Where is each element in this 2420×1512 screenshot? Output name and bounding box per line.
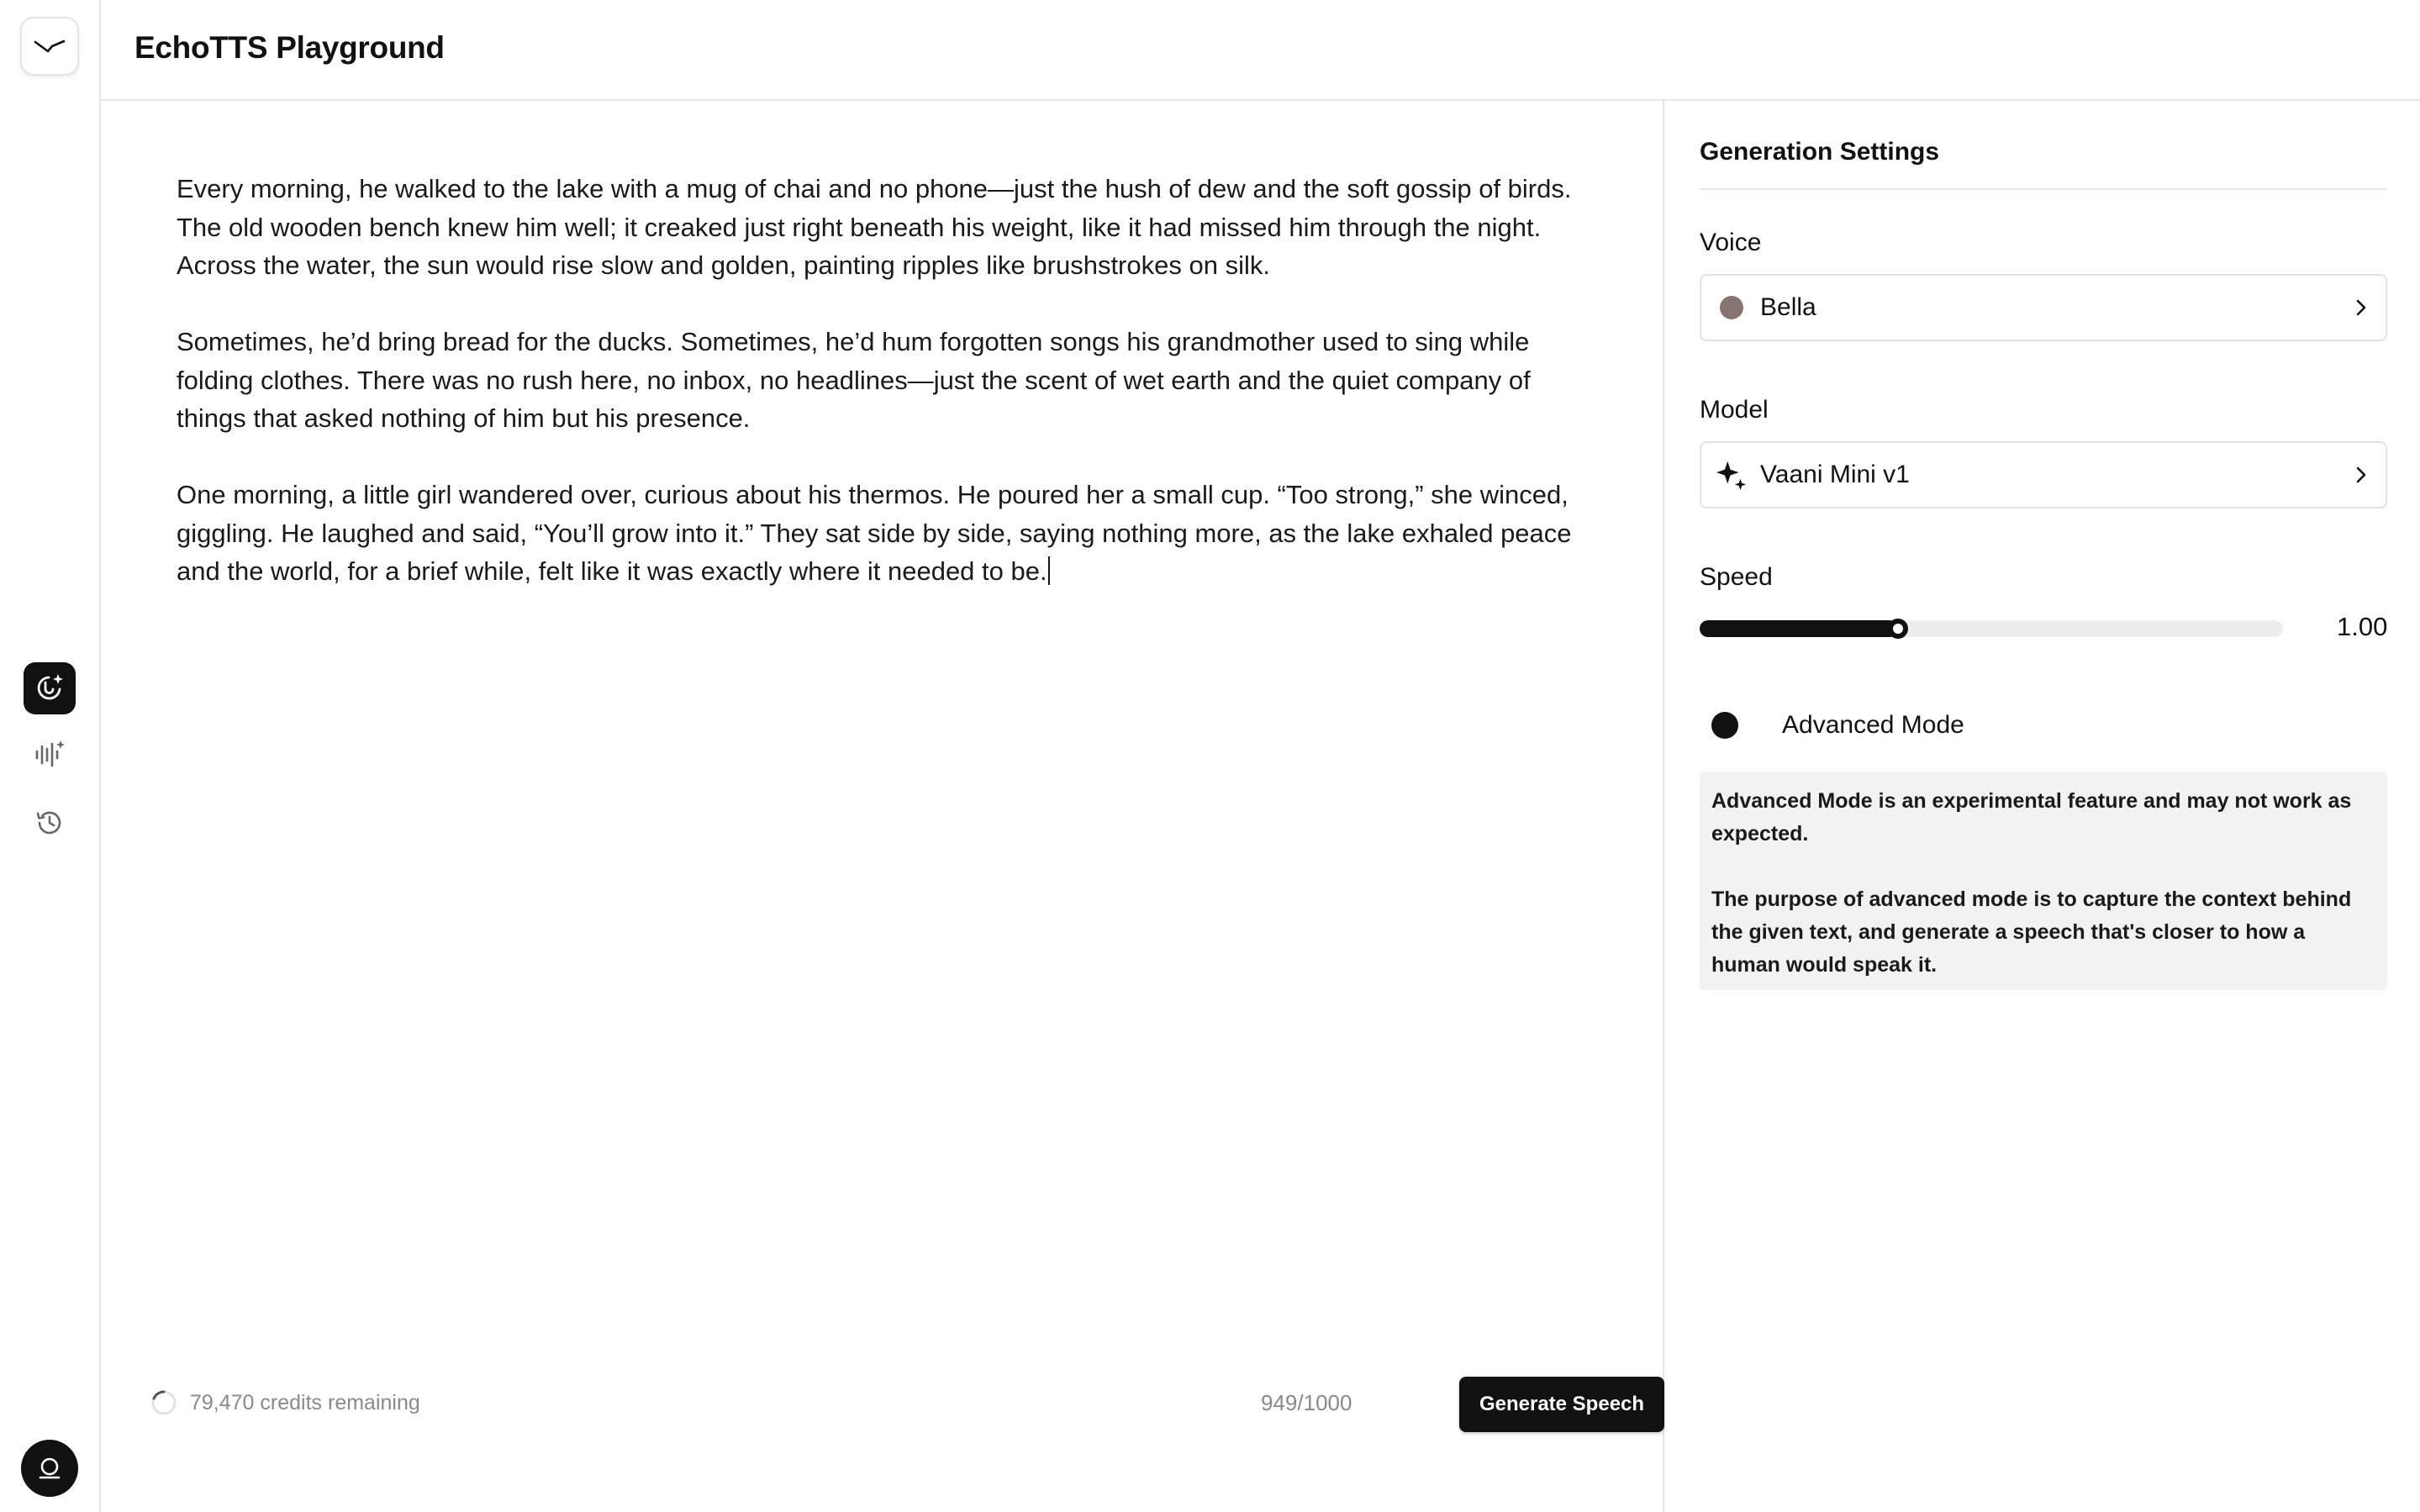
top-header [101,0,2420,101]
text-paragraph: Sometimes, he’d bring bread for the ducks. Sometimes, he’d hum forgotten songs his grandmother used to sing while folding clothes. There was no rush here, no inbox, no headlines—just the scent of wet earth and the quiet company of things that asked nothing of him but his presence. [177,327,1531,433]
generation-settings-panel [1666,101,2420,1512]
chevron-right-icon [2355,298,2367,317]
waveform-sparkle-icon [33,737,66,771]
speed-slider-fill [1700,620,1898,637]
loading-spinner-icon [150,1388,178,1417]
speed-slider[interactable] [1700,620,2283,637]
settings-divider [1700,188,2387,190]
voice-label: Voice [1700,229,1762,256]
advanced-mode-toggle[interactable] [1711,711,1964,740]
text-paragraph [177,476,1605,591]
logo-mark-icon [33,37,66,55]
rail-item-speech[interactable] [24,662,76,714]
left-rail [0,0,101,1512]
rail-item-history[interactable] [24,797,76,849]
text-editor-panel [101,101,1664,1512]
logo-button[interactable] [20,17,79,76]
chevron-right-icon [2355,466,2367,484]
voice-sparkle-icon [33,672,66,705]
text-paragraph: Every morning, he walked to the lake with a mug of chai and no phone—just the hush of dew and the soft gossip of birds. The old wooden bench knew him well; it creaked just right beneath his weight, like it had missed him through the night. Across the water, the sun would rise slow and golden, painting ripples like brushstrokes on silk. [177,174,1572,280]
advanced-note-warning: Advanced Mode is an experimental feature and may not work as expected. [1711,789,2352,846]
page-title: EchoTTS Playground [134,30,445,65]
credits-text: 79,470 credits remaining [190,1390,420,1415]
speed-slider-handle[interactable] [1888,619,1908,639]
rail-item-audio[interactable] [24,728,76,780]
text-caret [1048,556,1050,585]
editor-footer [150,1377,1646,1432]
text-input-area[interactable] [177,170,1605,629]
voice-value: Bella [1760,293,1816,321]
history-icon [33,806,66,840]
voice-color-swatch [1715,296,1748,319]
advanced-note-purpose: The purpose of advanced mode is to capture the context behind the given text, and generate a speech that's closer to how a human would speak it. [1711,888,2352,977]
credits-indicator [150,1388,420,1417]
text-paragraph-content: One morning, a little girl wandered over, curious about his thermos. He poured her a small cup. “Too strong,” she winced, giggling. He laughed and said, “You’ll grow into it.” They sat side by side, saying nothing more, as the lake exhaled peace and the world, for a brief while, felt like it was exactly where it needed to be. [177,480,1572,586]
advanced-mode-info [1700,772,2387,990]
user-avatar-icon [33,1451,66,1485]
sparkle-icon [1715,457,1748,493]
character-count: 949/1000 [1261,1390,1352,1415]
account-button[interactable] [21,1440,78,1497]
speed-label: Speed [1700,563,1773,591]
advanced-mode-label: Advanced Mode [1782,711,1964,739]
speed-value: 1.00 [2337,612,2388,641]
advanced-mode-indicator[interactable] [1711,712,1738,739]
settings-title: Generation Settings [1700,138,1940,166]
model-value: Vaani Mini v1 [1760,461,1910,488]
model-label: Model [1700,396,1769,424]
voice-select[interactable] [1700,274,2387,341]
generate-speech-button[interactable]: Generate Speech [1459,1377,1664,1432]
model-select[interactable] [1700,441,2387,508]
